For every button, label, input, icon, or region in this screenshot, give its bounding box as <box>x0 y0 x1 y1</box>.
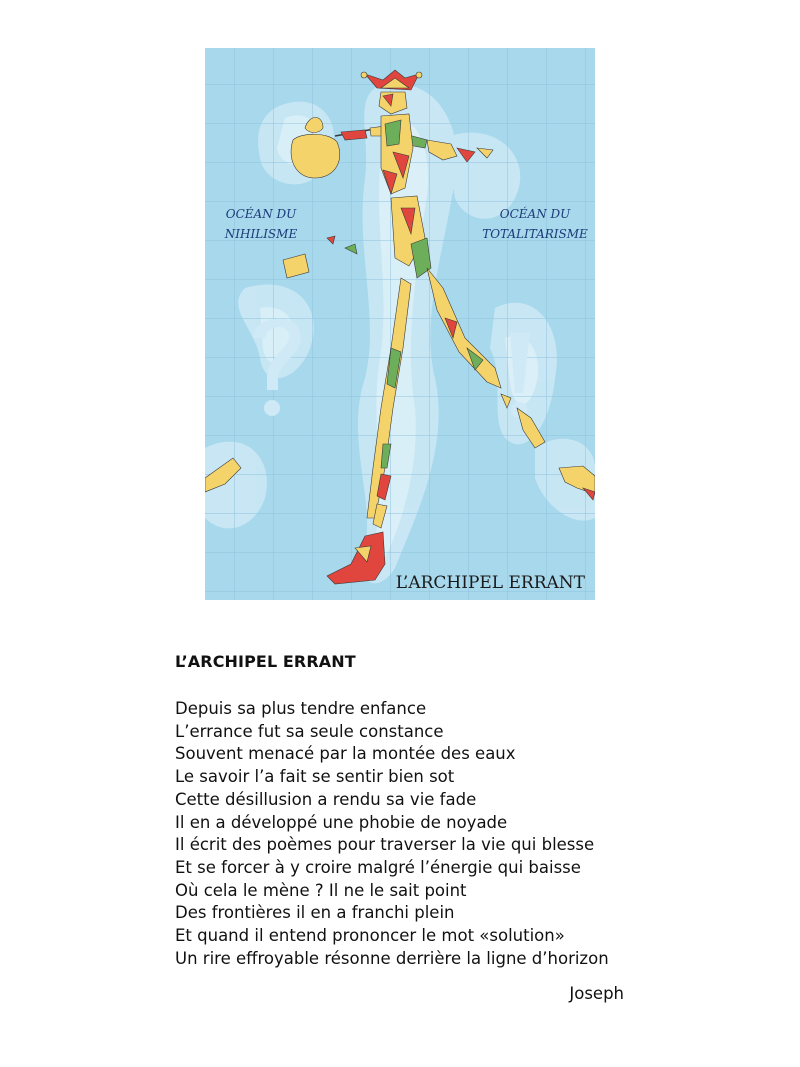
bundle <box>291 134 340 178</box>
svg-text:OCÉAN DU: OCÉAN DU <box>499 207 571 221</box>
poem-title: L’ARCHIPEL ERRANT <box>175 652 356 671</box>
poem-line: Il en a développé une phobie de noyade <box>175 812 508 832</box>
svg-text:NIHILISME: NIHILISME <box>224 227 298 241</box>
poem-line: Il écrit des poèmes pour traverser la vie qui blesse <box>175 835 595 855</box>
svg-text:OCÉAN DU: OCÉAN DU <box>225 207 297 221</box>
poem-line: Des frontières il en a franchi plein <box>175 903 455 923</box>
poem-line: Un rire effroyable résonne derrière la ligne d’horizon <box>175 948 609 968</box>
illustration-caption: L’ARCHIPEL ERRANT <box>395 573 585 593</box>
svg-text:TOTALITARISME: TOTALITARISME <box>482 227 588 241</box>
poem-author: Joseph <box>569 984 624 1003</box>
poem-line: Le savoir l’a fait se sentir bien sot <box>175 767 455 787</box>
poem-line: L’errance fut sa seule constance <box>175 721 444 741</box>
poem-body <box>175 698 675 970</box>
poem-line: Et quand il entend prononcer le mot «solution» <box>175 926 565 946</box>
poem-line: Souvent menacé par la montée des eaux <box>175 744 516 764</box>
archipel-illustration <box>205 48 595 600</box>
poem-line: Et se forcer à y croire malgré l’énergie qui baisse <box>175 857 581 877</box>
poem-line: Depuis sa plus tendre enfance <box>175 699 427 718</box>
poem-line: Où cela le mène ? Il ne le sait point <box>175 880 467 900</box>
poem-line: Cette désillusion a rendu sa vie fade <box>175 789 477 809</box>
